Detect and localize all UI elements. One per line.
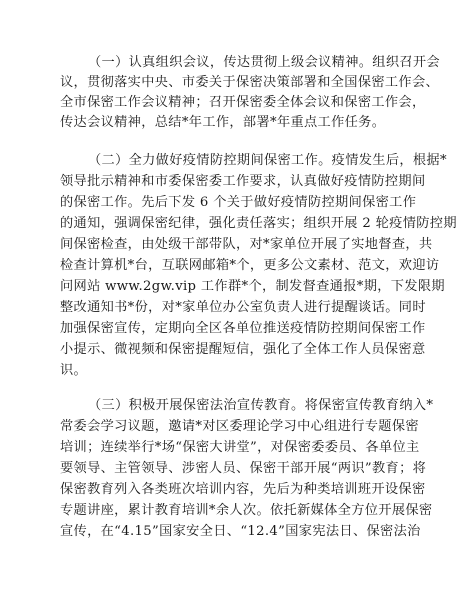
text-line: （三）积极开展保密法治宣传教育。将保密宣传教育纳入*	[88, 398, 434, 413]
text-line: 宣传，在“4.15”国家安全日、“12.4”国家宪法日、保密法治	[60, 524, 421, 539]
text-line: 小提示、微视频和保密提醒短信，强化了全体工作人员保密意	[60, 342, 426, 357]
text-line: 保密教育列入各类班次培训内容，先后为种类培训班开设保密	[60, 482, 426, 497]
text-line: 整改通知书*份，对*家单位办公室负责人进行提醒谈话。同时	[60, 300, 426, 315]
text-line: 全市保密工作会议精神；召开保密委全体会议和保密工作会，	[60, 95, 426, 110]
text-line: 加强保密宣传，定期向全区各单位推送疫情防控期间保密工作	[60, 321, 426, 336]
text-line: 检查计算机*台，互联网邮箱*个，更多公文素材、范文，欢迎访	[60, 258, 440, 273]
text-line: 常委会学习议题，邀请*对区委理论学习中心组进行专题保密	[60, 419, 419, 434]
text-line: 传达会议精神，总结*年工作，部署*年重点工作任务。	[60, 115, 386, 130]
text-line: 问网站 www.2gw.vip 工作群*个，制发督查通报*期，下发限期	[60, 279, 445, 294]
text-line: 识。	[60, 363, 88, 378]
text-line: 培训；连续举行*场“保密大讲堂”，对保密委委员、各单位主	[60, 440, 420, 455]
text-line: （二）全力做好疫情防控期间保密工作。疫情发生后，根据*	[88, 153, 447, 168]
text-line: （一）认真组织会议，传达贯彻上级会议精神。组织召开会	[88, 55, 440, 70]
text-line: 议，贯彻落实中央、市委关于保密决策部署和全国保密工作会、	[60, 75, 440, 90]
text-line: 要领导、主管领导、涉密人员、保密干部开展“两识”教育；将	[60, 461, 427, 476]
text-line: 领导批示精神和市委保密委工作要求，认真做好疫情防控期间	[60, 174, 426, 189]
text-line: 的保密工作。先后下发 6 个关于做好疫情防控期间保密工作	[60, 195, 417, 210]
text-line: 专题讲座，累计教育培训*余人次。依托新媒体全方位开展保密	[60, 503, 433, 518]
text-line: 间保密检查，由处级干部带队，对*家单位开展了实地督查，共	[60, 237, 433, 252]
text-line: 的通知，强调保密纪律，强化责任落实；组织开展 2 轮疫情防控期	[60, 216, 457, 231]
